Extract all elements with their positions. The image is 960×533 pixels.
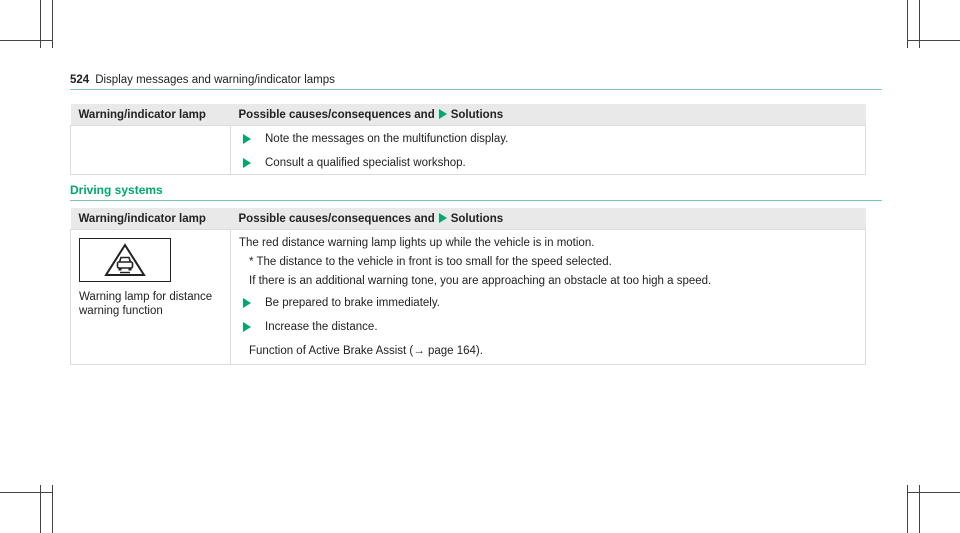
header-prefix: Possible causes/consequences and bbox=[238, 109, 435, 121]
lamp-label: Warning lamp for distance warning function bbox=[79, 291, 213, 317]
crop-mark bbox=[0, 40, 52, 41]
crop-mark bbox=[907, 40, 960, 41]
page-number: 524 bbox=[70, 74, 90, 86]
column-header-lamp: Warning/indicator lamp bbox=[71, 208, 231, 230]
step-text: Note the messages on the multifunction display. bbox=[265, 133, 509, 145]
solution-arrow-icon bbox=[243, 298, 251, 308]
page-title: Display messages and warning/indicator lamps bbox=[95, 74, 335, 86]
lamp-cell bbox=[71, 230, 231, 365]
section-divider bbox=[70, 200, 882, 201]
cross-reference: Function of Active Brake Assist (→ page 164). bbox=[249, 345, 483, 357]
crop-mark bbox=[52, 485, 53, 533]
header-suffix: Solutions bbox=[450, 213, 504, 225]
solution-arrow-icon bbox=[243, 322, 251, 332]
column-header-causes bbox=[231, 104, 866, 126]
header-prefix: Possible causes/consequences and bbox=[238, 213, 435, 225]
solution-arrow-icon bbox=[243, 158, 251, 168]
solution-step bbox=[239, 296, 857, 310]
cause-bullet: * The distance to the vehicle in front is too small for the speed selected. bbox=[249, 256, 612, 268]
solution-step bbox=[239, 132, 857, 146]
header-divider bbox=[70, 89, 882, 90]
crop-mark bbox=[52, 0, 53, 48]
table-header-row bbox=[71, 104, 866, 126]
header-suffix: Solutions bbox=[450, 109, 504, 121]
causes-cell bbox=[231, 230, 866, 365]
step-text: Be prepared to brake immediately. bbox=[265, 297, 440, 309]
solution-arrow-icon bbox=[439, 213, 447, 223]
crop-mark bbox=[907, 492, 960, 493]
table-header-row bbox=[71, 208, 866, 230]
step-text: Increase the distance. bbox=[265, 321, 378, 333]
column-header-causes bbox=[231, 208, 866, 230]
table-row bbox=[71, 230, 866, 365]
lamp-cell bbox=[71, 126, 231, 175]
warning-table-2 bbox=[70, 208, 866, 365]
intro-text: The red distance warning lamp lights up while the vehicle is in motion. bbox=[239, 237, 595, 249]
table-row bbox=[71, 126, 866, 175]
causes-cell bbox=[231, 126, 866, 175]
solution-step bbox=[239, 320, 857, 334]
page-header bbox=[70, 74, 335, 86]
solution-arrow-icon bbox=[439, 109, 447, 119]
distance-warning-icon bbox=[79, 238, 171, 282]
crop-mark bbox=[0, 492, 52, 493]
warning-table-1 bbox=[70, 104, 866, 175]
column-header-lamp: Warning/indicator lamp bbox=[71, 104, 231, 126]
solution-arrow-icon bbox=[243, 134, 251, 144]
followup-text: If there is an additional warning tone, you are approaching an obstacle at too high a speed. bbox=[249, 275, 712, 287]
step-text: Consult a qualified specialist workshop. bbox=[265, 157, 466, 169]
solution-step bbox=[239, 156, 857, 170]
section-title: Driving systems bbox=[70, 183, 163, 197]
